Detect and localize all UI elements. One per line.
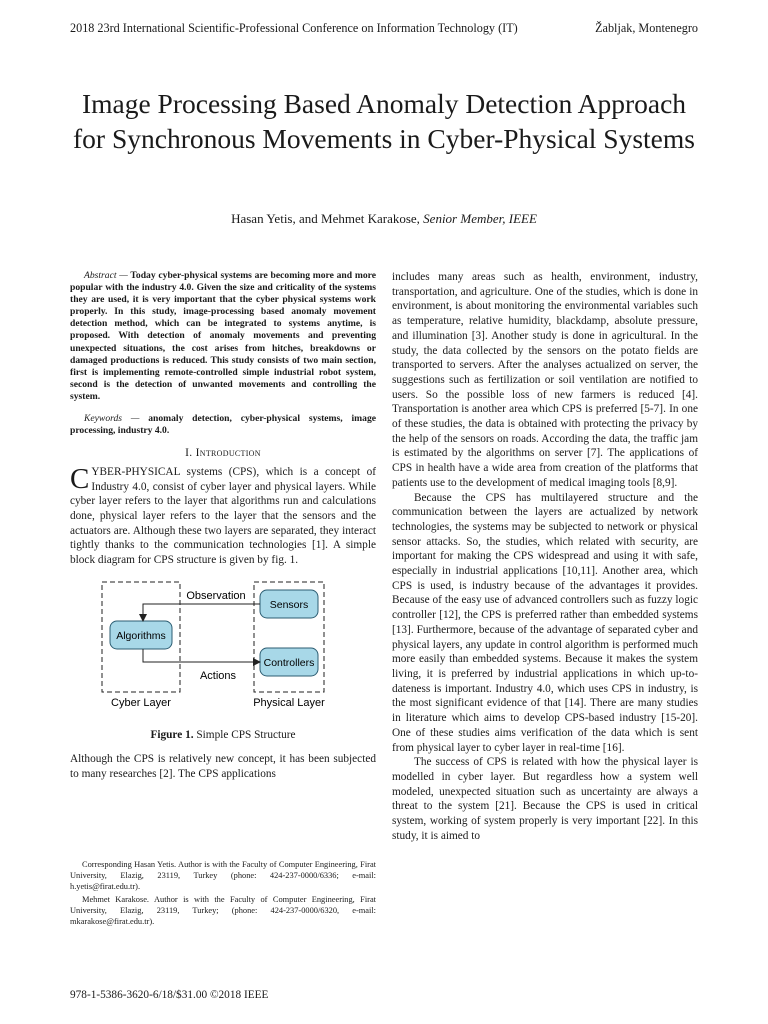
figure-caption [70,728,376,743]
conference-name: 2018 23rd International Scientific-Professional Conference on Information Technology (IT) [70,21,518,35]
right-paragraph-1: includes many areas such as health, environment, industry, transportation, and agriculture. One of the studies, which is done in environment, is about monitoring the environmental variables such as temperature, relative humidity, blackdamp, absolute pressure, and illumination [3]. Another study is done in agricultural. In the study, the data collected by the sensors on the potato fields are transported to servers. After the analyses actualized on server, the suggestions such as fertilization or soil ventilation are notified to users. So the possible loss of new farmers is reduced [4]. Transportation is another area which CPS is preferred [5-7]. In one of these studies, the data is obtained with protecting the privacy by the help of the sensors on roads. According the data, the traffic jam is estimated by the algorithms on server [7]. The applications of CPS in health have a wide area from creation of the platforms that patients use to the development of medical imaging tools [8,9]. [392,271,698,489]
keywords-label: Keywords — [84,413,140,425]
physical-layer-label: Physical Layer [253,696,325,709]
right-column [392,270,698,843]
observation-label: Observation [186,589,246,602]
actions-label: Actions [199,669,237,682]
right-paragraph-3: The success of CPS is related with how the physical layer is modelled in cyber layer. But regardless how a system well modeled, unexpected situation such as uncertainty are always a threat to the system [21]. Because the CPS is used in critical system, working of system properly is very important [22]. In this study, it is aimed to [392,756,698,842]
sensors-label: Sensors [269,598,309,611]
cyber-layer-label: Cyber Layer [111,696,171,709]
figure-caption-text: Simple CPS Structure [196,728,296,741]
keywords-text: anomaly detection, cyber-physical systems, image processing, industry 4.0. [70,413,376,437]
drop-cap: C [70,462,90,495]
abstract-text: Today cyber-physical systems are becoming more and more popular with the industry 4.0. Given the size and criticality of the systems they are used, it is very important that the cyber physical systems work properly. In this study, image-processing based anomaly movement detection method, which can be integrated to systems anytime, is proposed. With detection of anomaly movements and preventing unexpected situations, the cost arises from hitches, breakdowns or damaged productions is reduced. This study consists of two main section, first is implementing remote-controlled simple industrial robot system, second is the detection of unwanted movements and controlling the system. [70,270,376,402]
figure-caption-label: Figure 1. [150,728,194,741]
cps-diagram [70,578,376,720]
intro-text: YBER-PHYSICAL systems (CPS), which is a concept of Industry 4.0, consist of cyber layer and physical layers. While cyber layer refers to the layer that algorithms run and calculations done, physical layer refers to the layer that the sensors and the actuators are. Although these two layers are separated, they interact tightly thanks to the communication technologies [1]. A simple block diagram for CPS structure is given by fig. 1. [70,465,376,567]
footnote-second-author: Mehmet Karakose. Author is with the Faculty of Computer Engineering, Firat University, Elazig, 23119, Turkey; (phone: 424-237-0000/6320, e-mail: mkarakose@firat.edu.tr). [70,895,376,926]
conference-location: Žabljak, Montenegro [595,21,698,35]
copyright-footer: 978-1-5386-3620-6/18/$31.00 ©2018 IEEE [70,989,269,1001]
abstract [70,270,376,403]
author-line [70,210,698,227]
observation-arrow [143,604,260,621]
author-membership: Senior Member, IEEE [423,211,537,226]
footnote-corresponding: Corresponding Hasan Yetis. Author is with the Faculty of Computer Engineering, Firat University, Elazig, 23119, Turkey (phone: 424-237-0000/6336; e-mail: h.yetis@firat.edu.tr). [70,860,376,891]
left-column [70,270,376,782]
paper-title: Image Processing Based Anomaly Detection Approach for Synchronous Movements in Cyber-Physical Systems [73,88,695,154]
keywords [70,413,376,437]
intro-paragraph [70,462,376,568]
author-names: Hasan Yetis, and Mehmet Karakose, [231,211,420,226]
footnotes [70,860,376,931]
right-paragraph-2: Because the CPS has multilayered structure and the communication between the layers are actualized by network technologies, the systems may be subjected to network or physical sensor attacks. So, the studies, which related with security, are important for making the CPS widespread and using it with safe, especially in industrial applications [10,11]. Another area, which CPS is used, is industry because of the advantages it provides. Because of the easy use of advanced controllers such as fuzzy logic controller [12], the CPS is preferred rather than embedded systems [13]. Furthermore, because of the advantage of separated cyber and physical layers, any update in control algorithm is performed much more easily than embedded systems. Because it makes the system living, it is preferred by industrial applications in which up-to-dateness is important. Industry 4.0, which uses CPS in industry, is the most significant evidence of that [14]. There are many studies in literature which aims to develop CPS-based industry [15-20]. One of these studies aims verification of the data which is sent from physical layer to cyber layer in real-time [16]. [392,491,698,754]
algorithms-label: Algorithms [116,629,166,642]
section-heading: I. Introduction [185,447,261,460]
controllers-label: Controllers [263,656,315,669]
paragraph-after-figure: Although the CPS is relatively new concept, it has been subjected to many researches [2]. The CPS applications [70,753,376,780]
actions-arrow [143,649,260,662]
abstract-label: Abstract — [84,270,128,281]
running-header [70,20,698,36]
